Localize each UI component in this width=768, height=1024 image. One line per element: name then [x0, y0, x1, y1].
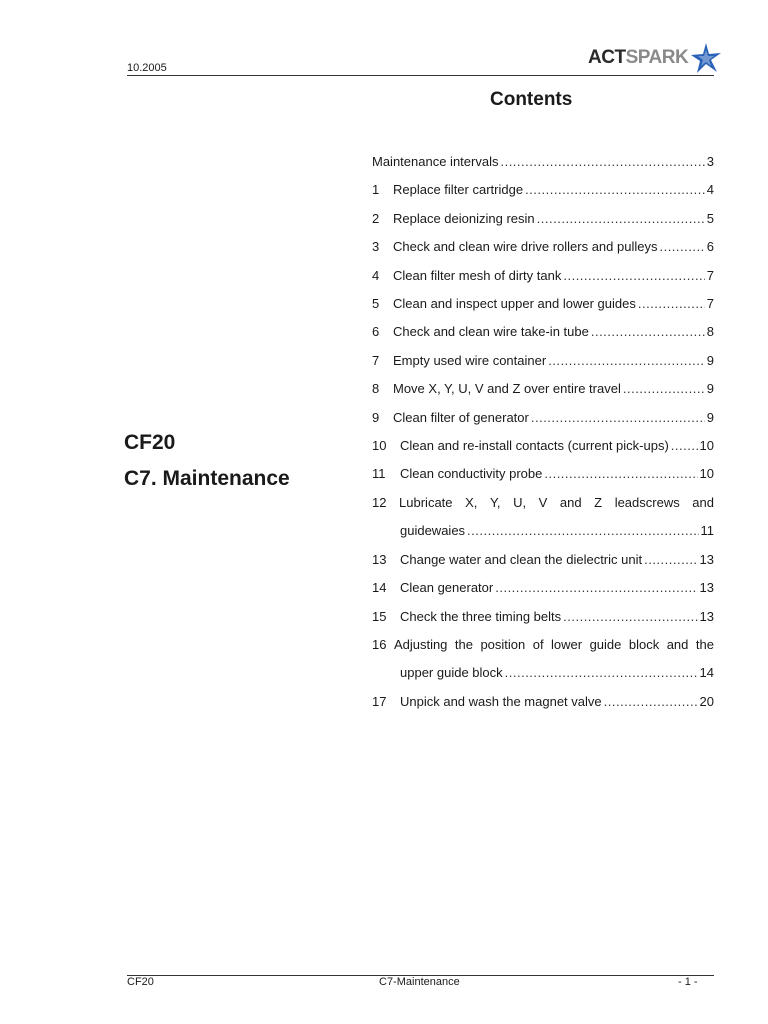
toc-entry[interactable] [372, 375, 714, 403]
toc-entry-multiline[interactable] [372, 489, 714, 546]
toc-entry-number: 15 [372, 608, 387, 624]
toc-entry-title: Clean and re-install contacts (current pick-ups) [400, 438, 669, 454]
toc-entry-page: 7 [706, 296, 714, 312]
logo-spark: SPARK [625, 47, 689, 68]
toc-entry[interactable] [372, 574, 714, 602]
toc-leader-dots [544, 460, 697, 488]
toc-entry-number: 6 [372, 324, 380, 340]
toc-entry-title: Clean and inspect upper and lower guides [393, 296, 636, 312]
toc-leader-dots [537, 205, 705, 233]
toc-entry-number: 10 [372, 438, 387, 454]
toc-entry-page: 9 [706, 381, 714, 397]
toc-entry-page: 7 [706, 267, 714, 283]
toc-entry[interactable] [372, 432, 714, 460]
toc-entry-first-line [372, 489, 714, 517]
toc-leader-dots [644, 546, 697, 574]
toc-entry-number: 2 [372, 210, 380, 226]
toc-word: and [666, 636, 689, 652]
toc-word: guide [589, 636, 622, 652]
toc-word: the [695, 636, 714, 652]
toc-entry-page: 13 [699, 608, 714, 624]
toc-entry-page: 10 [699, 466, 714, 482]
toc-entry-title: Clean filter of generator [393, 409, 529, 425]
toc-entry[interactable] [372, 176, 714, 204]
toc-word: Adjusting [393, 636, 448, 652]
toc-leader-dots [531, 404, 705, 432]
toc-entry[interactable] [372, 460, 714, 488]
toc-entry[interactable] [372, 318, 714, 346]
footer-page-number: - 1 - [678, 976, 698, 988]
toc-entry-page: 20 [699, 693, 714, 709]
toc-word: and [692, 494, 714, 510]
toc-entry[interactable] [372, 546, 714, 574]
toc-entry-number: 16 [372, 636, 387, 652]
toc-entry[interactable] [372, 404, 714, 432]
toc-word: X, [465, 494, 478, 510]
toc-leader-dots [525, 176, 705, 204]
toc-entry-multiline[interactable] [372, 631, 714, 688]
toc-entry-page: 3 [706, 154, 714, 169]
toc-entry-title: upper guide block [400, 665, 503, 681]
footer-chapter: C7-Maintenance [379, 976, 460, 988]
header-date: 10.2005 [127, 62, 167, 74]
toc-entry-title: Check and clean wire take-in tube [393, 324, 589, 340]
toc-word: the [454, 636, 473, 652]
contents-heading: Contents [490, 89, 573, 110]
toc-entry-page: 9 [706, 352, 714, 368]
toc-entry[interactable] [372, 262, 714, 290]
toc-entry-second-line [372, 659, 714, 687]
toc-word: of [532, 636, 544, 652]
toc-entry-page: 10 [699, 438, 714, 454]
toc-entry-number: 11 [372, 466, 386, 482]
toc-leader-dots [563, 262, 704, 290]
toc-entry-page: 9 [706, 409, 714, 425]
toc-entry-number: 17 [372, 693, 387, 709]
toc-entry-title: Check and clean wire drive rollers and pulleys [393, 239, 658, 255]
toc-entry[interactable] [372, 148, 714, 176]
toc-leader-dots [591, 318, 705, 346]
toc-word: Z [594, 494, 603, 510]
toc-entry-number: 14 [372, 580, 387, 596]
toc-word: and [559, 494, 582, 510]
document-chapter: C7. Maintenance [124, 467, 290, 490]
toc-leader-dots [495, 574, 697, 602]
table-of-contents [372, 148, 714, 716]
toc-entry-page: 13 [699, 551, 714, 567]
toc-entry-title: Move X, Y, U, V and Z over entire travel [393, 381, 621, 397]
toc-word: lower [551, 636, 583, 652]
toc-entry-number: 1 [372, 182, 380, 198]
toc-entry-number: 5 [372, 296, 380, 312]
toc-entry-title: Replace filter cartridge [393, 182, 524, 198]
toc-word: V [538, 494, 548, 510]
toc-entry-number: 4 [372, 267, 380, 283]
logo-act: ACT [588, 47, 626, 68]
toc-word: leadscrews [614, 494, 680, 510]
toc-leader-dots [671, 432, 698, 460]
toc-entry-title: Change water and clean the dielectric unit [400, 551, 643, 567]
toc-leader-dots [604, 688, 698, 716]
document-model: CF20 [124, 431, 176, 454]
toc-entry-number: 12 [372, 494, 387, 510]
toc-leader-dots [467, 517, 698, 545]
toc-leader-dots [505, 659, 698, 687]
toc-entry-number: 7 [372, 352, 380, 368]
toc-entry-title: Clean generator [400, 580, 494, 596]
toc-entry-page: 14 [699, 665, 714, 681]
toc-entry[interactable] [372, 233, 714, 261]
footer-model: CF20 [127, 976, 154, 988]
toc-word: position [480, 636, 526, 652]
toc-entry-second-line [372, 517, 714, 545]
toc-entry[interactable] [372, 347, 714, 375]
toc-entry-number: 9 [372, 409, 380, 425]
toc-leader-dots [638, 290, 705, 318]
toc-entry[interactable] [372, 290, 714, 318]
toc-word: block [628, 636, 660, 652]
toc-entry-number: 13 [372, 551, 387, 567]
toc-entry-title: Check the three timing belts [400, 608, 562, 624]
toc-entry-number: 8 [372, 381, 380, 397]
header-rule [127, 75, 714, 76]
toc-entry-page: 8 [706, 324, 714, 340]
toc-entry-title: Replace deionizing resin [393, 210, 535, 226]
toc-leader-dots [623, 375, 705, 403]
toc-entry-page: 5 [706, 210, 714, 226]
toc-leader-dots [659, 233, 704, 261]
toc-entry[interactable] [372, 688, 714, 716]
toc-leader-dots [548, 347, 705, 375]
toc-entry-title: Empty used wire container [393, 352, 547, 368]
toc-entry-title: guidewaies [400, 523, 466, 539]
toc-word: Y, [489, 494, 501, 510]
toc-entry[interactable] [372, 603, 714, 631]
spark-star-icon [689, 41, 723, 75]
toc-word: Lubricate [399, 494, 453, 510]
toc-entry-page: 4 [706, 182, 714, 198]
toc-entry[interactable] [372, 205, 714, 233]
toc-leader-dots [563, 603, 697, 631]
logo-wordmark [588, 47, 688, 69]
toc-entry-page: 11 [700, 523, 714, 539]
toc-leader-dots [500, 148, 704, 176]
toc-entry-title: Clean conductivity probe [400, 466, 543, 482]
toc-entry-title: Unpick and wash the magnet valve [400, 693, 602, 709]
toc-entry-page: 13 [699, 580, 714, 596]
toc-entry-page: 6 [706, 239, 714, 255]
toc-word: U, [513, 494, 527, 510]
toc-entry-title: Maintenance intervals [372, 154, 499, 169]
toc-entry-title: Clean filter mesh of dirty tank [393, 267, 562, 283]
actspark-logo [588, 40, 723, 76]
toc-entry-number: 3 [372, 239, 380, 255]
toc-entry-first-line [372, 631, 714, 659]
